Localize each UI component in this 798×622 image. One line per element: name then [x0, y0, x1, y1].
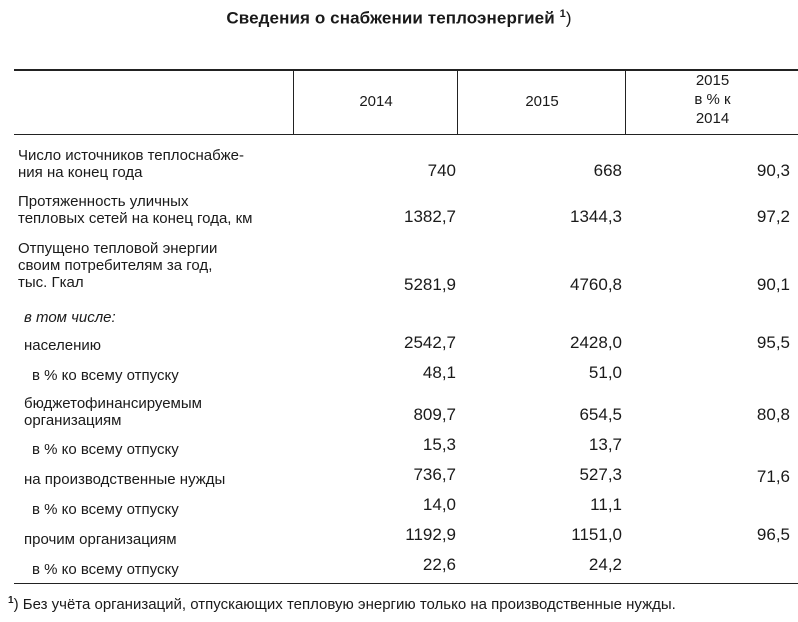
cell-2015: 51,0 — [588, 363, 622, 382]
column-divider — [293, 69, 294, 135]
cell-pct: 90,3 — [756, 161, 790, 180]
cell-pct: 96,5 — [756, 525, 790, 544]
cell-pct: 80,8 — [756, 405, 790, 424]
row-label-including: в том числе: — [24, 309, 116, 326]
row-label-other: прочим организациям — [24, 531, 177, 548]
cell-pct: 90,1 — [756, 275, 790, 294]
cell-2014: 22,6 — [422, 555, 456, 574]
cell-2014: 740 — [427, 161, 456, 180]
table-bottom-rule — [14, 583, 798, 584]
header-pct: 2015 в % к 2014 — [694, 72, 731, 127]
cell-2015: 4760,8 — [570, 275, 622, 294]
footnote-mark: 1 — [559, 8, 566, 20]
cell-pct: 71,6 — [756, 467, 790, 486]
row-label-budget: бюджетофинансируемым организациям — [24, 395, 202, 429]
cell-2015: 654,5 — [579, 405, 622, 424]
cell-2015: 527,3 — [579, 465, 622, 484]
header-2014: 2014 — [359, 93, 393, 110]
cell-2014: 1192,9 — [405, 525, 456, 544]
cell-2015: 11,1 — [590, 495, 622, 514]
cell-2014: 736,7 — [413, 465, 456, 484]
row-label-share: в % ко всему отпуску — [32, 367, 179, 384]
cell-2014: 5281,9 — [404, 275, 456, 294]
cell-pct: 95,5 — [756, 333, 790, 352]
cell-2014: 2542,7 — [404, 333, 456, 352]
cell-2015: 1151,0 — [571, 525, 622, 544]
cell-2015: 13,7 — [588, 435, 622, 454]
cell-2014: 809,7 — [413, 405, 456, 424]
column-divider — [457, 69, 458, 135]
cell-2015: 668 — [593, 161, 622, 180]
row-label-share: в % ко всему отпуску — [32, 501, 179, 518]
table-header-rule — [14, 134, 798, 135]
footnote: $^1$) Без учёта организаций, отпускающих тепловую энергию только на производственные нужды. — [8, 595, 676, 613]
cell-2015: 24,2 — [588, 555, 622, 574]
cell-pct: 97,2 — [756, 207, 790, 226]
row-label-sources: Число источников теплоснабже- ния на конец года — [18, 147, 244, 181]
page-title: Сведения о снабжении теплоэнергией $^1$) — [226, 8, 572, 28]
row-label-networks: Протяженность уличных тепловых сетей на конец года, км — [18, 193, 253, 227]
header-2015: 2015 — [525, 93, 559, 110]
cell-2015: 2428,0 — [570, 333, 622, 352]
cell-2015: 1344,3 — [570, 207, 622, 226]
cell-2014: 15,3 — [422, 435, 456, 454]
cell-2014: 14,0 — [422, 495, 456, 514]
cell-2014: 1382,7 — [404, 207, 456, 226]
column-divider — [625, 69, 626, 135]
footnote-mark: 1 — [8, 595, 14, 606]
row-label-industrial: на производственные нужды — [24, 471, 226, 488]
row-label-share: в % ко всему отпуску — [32, 441, 179, 458]
row-label-population: населению — [24, 337, 101, 354]
row-label-released: Отпущено тепловой энергии своим потребителям за год, тыс. Гкал — [18, 240, 218, 291]
cell-2014: 48,1 — [422, 363, 456, 382]
row-label-share: в % ко всему отпуску — [32, 561, 179, 578]
